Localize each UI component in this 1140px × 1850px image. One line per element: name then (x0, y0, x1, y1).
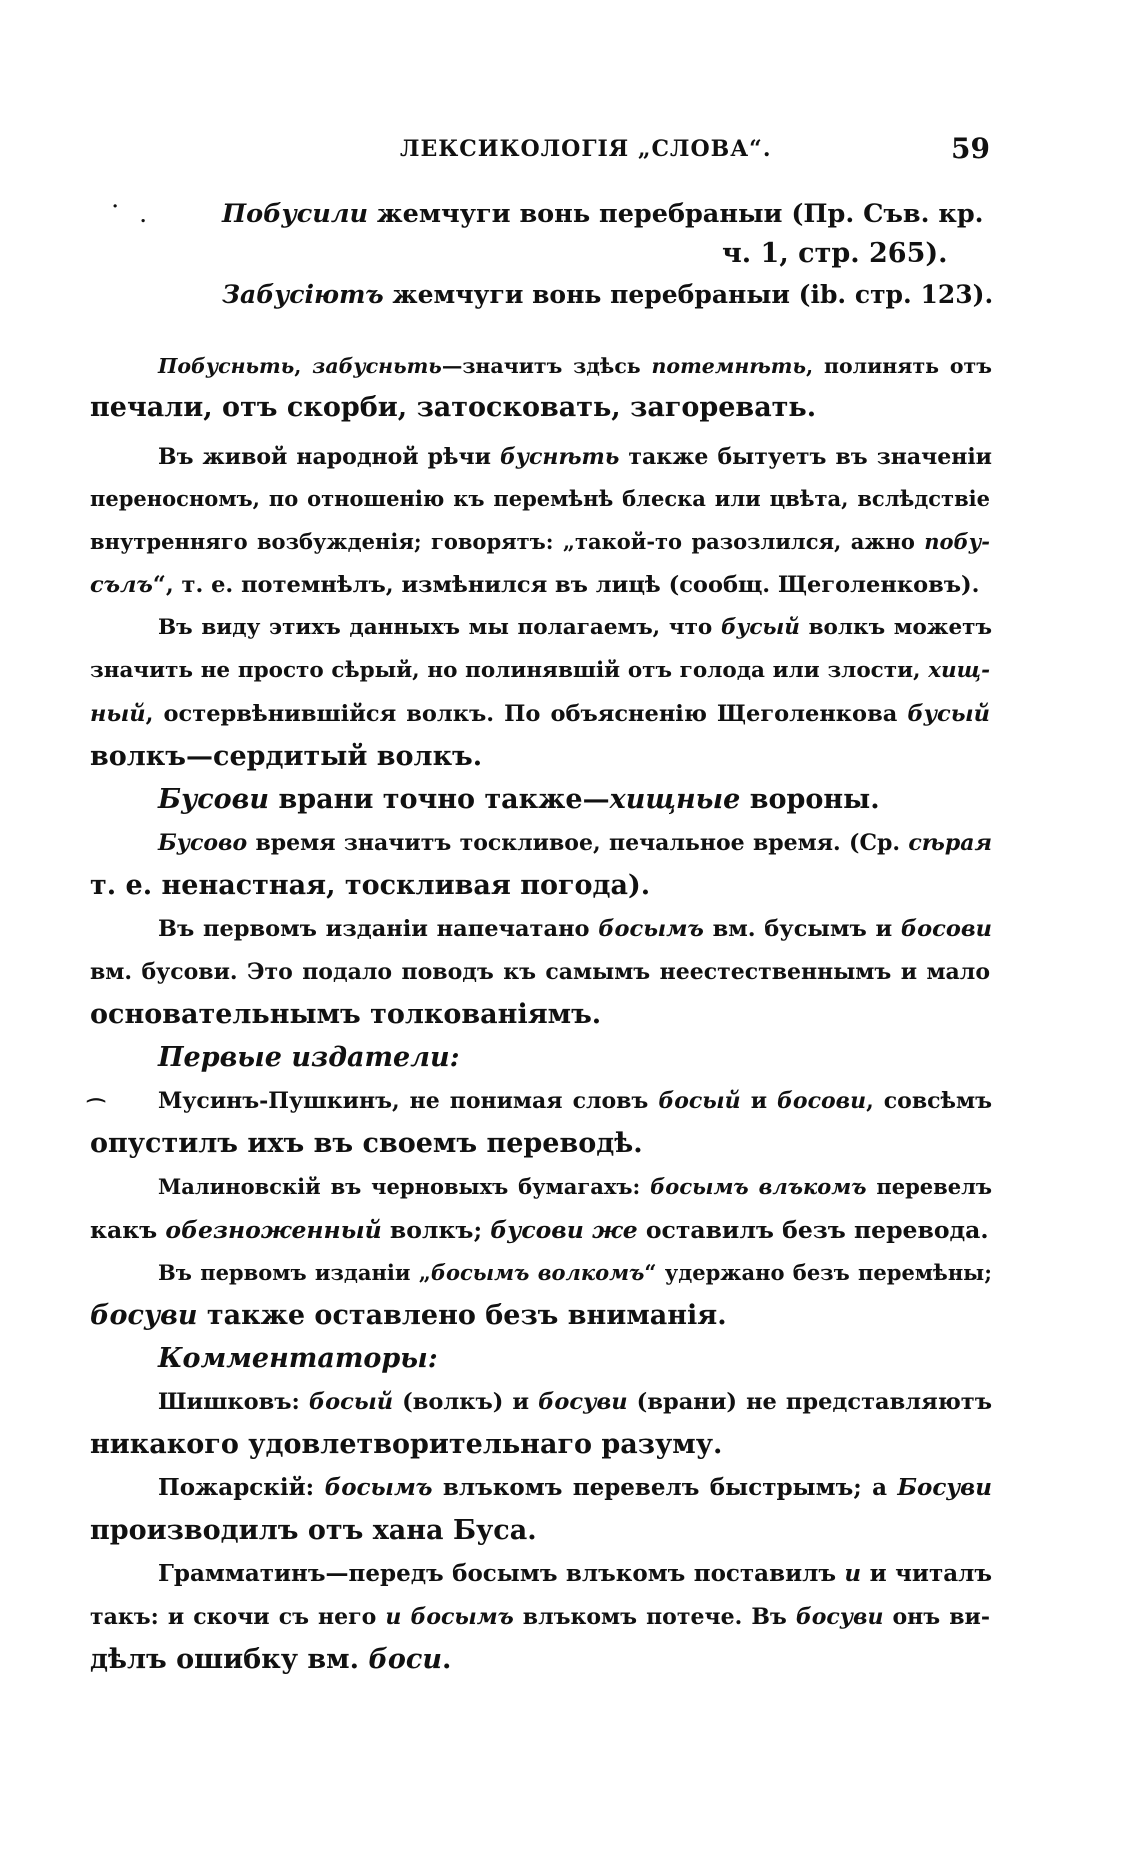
paragraph-line: Бусови врани точно также—хищные вороны. (158, 784, 880, 815)
paragraph-line: вм. бусови. Это подало поводъ къ самымъ неестественнымъ и мало (90, 959, 990, 985)
paragraph-line: босуви также оставлено безъ вниманія. (90, 1300, 727, 1331)
quote-line-3: Забусіютъ жемчуги вонь перебраныи (ib. стр. 123). (222, 280, 994, 309)
running-header (90, 132, 990, 176)
paragraph-line: ный, остервѣнившійся волкъ. По объясненію Щеголенкова бусый (90, 701, 990, 727)
paragraph-line: производилъ отъ хана Буса. (90, 1515, 537, 1546)
paragraph-line: дѣлъ ошибку вм. боси. (90, 1644, 452, 1675)
paragraph-line: сълъ“, т. е. потемнѣлъ, измѣнился въ лицѣ (сообщ. Щеголенковъ). (90, 572, 980, 598)
paragraph-line: какъ обезноженный волкъ; бусови же оставилъ безъ перевода. (90, 1216, 989, 1244)
paragraph-line: основательнымъ толкованіямъ. (90, 999, 602, 1030)
paragraph-line: печали, отъ скорби, затосковать, загоревать. (90, 392, 817, 423)
paragraph-line: Въ виду этихъ данныхъ мы полагаемъ, что бусый волкъ можетъ (158, 615, 992, 640)
paragraph-line: внутренняго возбужденія; говорятъ: „такой-то разозлился, ажно побу- (90, 529, 990, 554)
paragraph-line: волкъ—сердитый волкъ. (90, 741, 483, 772)
paragraph-line: Въ первомъ изданіи „босымъ волкомъ“ удержано безъ перемѣны; (158, 1260, 992, 1285)
paragraph-line: Побусньть, забусньть—значитъ здѣсь потемнѣть, полинять отъ (158, 354, 992, 378)
paragraph-line: Пожарскій: босымъ влъкомъ перевелъ быстрымъ; а Босуви (158, 1474, 992, 1501)
print-speck: . (140, 206, 147, 227)
paragraph-line: Въ живой народной рѣчи буснѣть также бытуетъ въ значеніи (158, 444, 992, 470)
paragraph-line: Малиновскій въ черновыхъ бумагахъ: босымъ влъкомъ перевелъ (158, 1174, 992, 1199)
print-speck: · (112, 196, 119, 217)
running-title: ЛЕКСИКОЛОГІЯ „СЛОВА“. (400, 136, 772, 162)
paragraph-line: Шишковъ: босый (волкъ) и босуви (врани) не представляютъ (158, 1389, 992, 1415)
paragraph-line: опустилъ ихъ въ своемъ переводѣ. (90, 1128, 643, 1159)
paragraph-line: такъ: и скочи съ него и босымъ влъкомъ потече. Въ босуви онъ ви- (90, 1604, 990, 1630)
page-number: 59 (951, 132, 990, 165)
paragraph-line: значить не просто сѣрый, но полинявшій отъ голода или злости, хищ- (90, 658, 990, 683)
paragraph-line: Въ первомъ изданіи напечатано босымъ вм. бусымъ и босови (158, 916, 992, 942)
paragraph-line: Грамматинъ—передъ босымъ влъкомъ поставилъ и и читалъ (158, 1560, 992, 1587)
margin-mark: ⁔ (88, 1078, 105, 1102)
paragraph-line: переносномъ, по отношенію къ перемѣнѣ блеска или цвѣта, вслѣдствіе (90, 486, 990, 511)
paragraph-line: никакого удовлетворительнаго разуму. (90, 1429, 723, 1460)
quote-line-1: Побусили жемчуги вонь перебраныи (Пр. Съв. кр. (222, 199, 984, 229)
quote-line-2: ч. 1, стр. 265). (722, 238, 948, 269)
section-subheading: Первые издатели: (158, 1042, 460, 1073)
paragraph-line: Бусово время значитъ тоскливое, печальное время. (Ср. сѣрая (158, 830, 992, 856)
paragraph-line: т. е. ненастная, тоскливая погода). (90, 870, 651, 901)
paragraph-line: Мусинъ-Пушкинъ, не понимая словъ босый и босови, совсѣмъ (158, 1088, 992, 1114)
section-subheading: Комментаторы: (158, 1343, 438, 1374)
